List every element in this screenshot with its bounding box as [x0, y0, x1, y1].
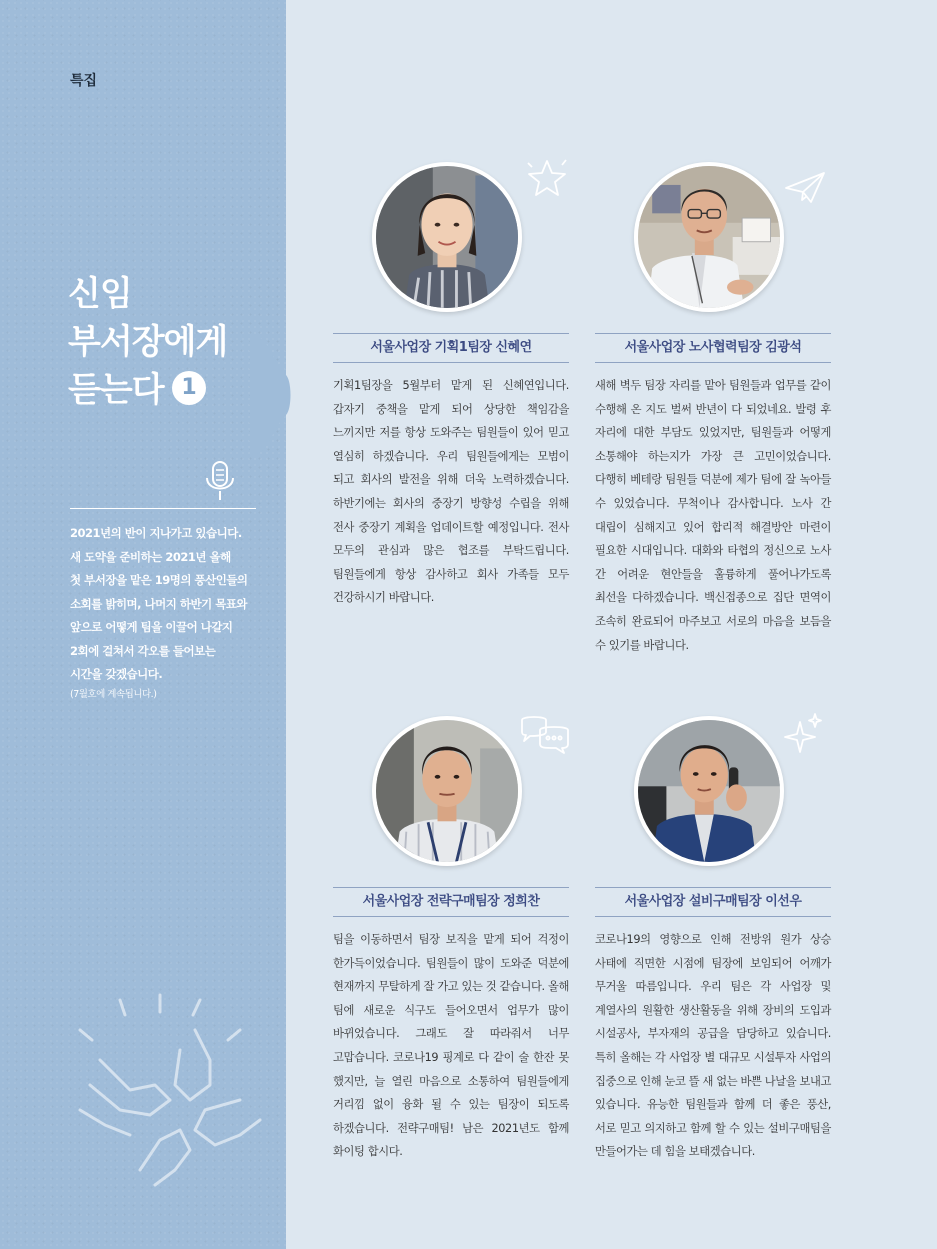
intro-line: 소회를 밝히며, 나머지 하반기 목표와: [70, 596, 248, 611]
profile-text-lee: 코로나19의 영향으로 인해 전방위 원가 상승 사태에 직면한 시점에 팀장에 보임되어 어깨가 무거울 따름입니다. 우리 팀은 각 사업장 및 계열사의 원활한 생산활동을 위해 장비의 도입과 시설공사, 부자재의 공급을 담당하고 있습니다. 특히 올해는 각 사업장 별 대규모 시설투자 사업의 집중으로 인해 눈코 뜰 새 없는 바쁜 나날을 보내고 있습니다. 유능한 팀원들과 함께 더 좋은 풍산, 서로 믿고 의지하고 함께 할 수 있는 설비구매팀을 만들어가는 데 힘을 보태겠습니다.: [595, 933, 831, 1159]
section-label: 특집: [70, 73, 98, 89]
profile-name-kim: 서울사업장 노사협력팀장 김광석: [595, 333, 831, 363]
teamwork-hands-icon: [60, 990, 280, 1190]
intro-line: 첫 부서장을 맡은 19명의 풍산인들의: [70, 573, 248, 587]
intro-line: 2회에 걸쳐서 각오를 들어보는: [70, 643, 216, 658]
intro-line: 앞으로 어떻게 팀을 이끌어 나갈지: [70, 620, 233, 634]
intro-text: [70, 522, 275, 703]
sparkle-doodle-icon: [784, 712, 824, 757]
profile-name-shin: 서울사업장 기획1팀장 신혜연: [333, 333, 569, 363]
star-doodle-icon: [522, 155, 572, 200]
page-title: [68, 270, 227, 414]
profile-name-lee: 서울사업장 설비구매팀장 이선우: [595, 887, 831, 917]
sidebar-tab-notch: [250, 335, 330, 455]
profile-photo-lee: [634, 716, 784, 866]
intro-line: 2021년의 반이 지나가고 있습니다.: [70, 526, 242, 540]
intro-line: 시간을 갖겠습니다.: [70, 667, 163, 681]
profile-photo-shin: [372, 162, 522, 312]
issue-number-badge: 1: [172, 371, 206, 405]
profile-text-shin: 기획1팀장을 5월부터 맡게 된 신혜연입니다. 갑자기 중책을 맡게 되어 상당한 책임감을 느끼지만 저를 항상 도와주는 팀원들이 있어 믿고 열심히 하겠습니다. 우리 팀원들에게는 모범이 되고 회사의 발전을 위해 더욱 노력하겠습니다. 하반기에는 회사의 중장기 방향성 수립을 위해 전사 중장기 계획을 업데이트할 예정입니다. 전사 모두의 관심과 많은 협조를 부탁드립니다. 팀원들에게 항상 감사하고 회사 가족들 모두 건강하시기 바랍니다.: [333, 379, 569, 605]
title-line-3: [68, 366, 227, 414]
profile-text-jung: 팀을 이동하면서 팀장 보직을 맡게 되어 걱정이 한가득이었습니다. 팀원들이 많이 도와준 덕분에 현재까지 무탈하게 잘 가고 있는 것 같습니다. 올해 팀에 새로운 식구도 들어오면서 업무가 많이 바뀌었습니다. 그래도 잘 따라줘서 너무 고맙습니다. 코로나19 핑계로 다 같이 술 한잔 못 했지만, 늘 열린 마음으로 소통하여 팀원들에게 거리낌 없이 융화 될 수 있는 팀장이 되도록 하겠습니다. 전략구매팀! 남은 2021년도 함께 화이팅 합시다.: [333, 933, 569, 1159]
paper-plane-doodle-icon: [783, 170, 828, 205]
profile-photo-kim: [634, 162, 784, 312]
intro-line: 새 도약을 준비하는 2021년 올해: [70, 549, 231, 564]
microphone-icon: [200, 460, 240, 510]
profile-name-jung: 서울사업장 전략구매팀장 정희찬: [333, 887, 569, 917]
title-line-1: 신임: [68, 274, 132, 314]
title-line-2: 부서장에게: [68, 322, 228, 362]
intro-note: (7월호에 계속됩니다.): [70, 688, 157, 700]
profile-photo-jung: [372, 716, 522, 866]
chat-bubble-doodle-icon: [518, 714, 573, 754]
sidebar-divider: [70, 508, 256, 509]
profile-text-kim: 새해 벽두 팀장 자리를 맡아 팀원들과 업무를 같이 수행해 온 지도 벌써 반년이 다 되었네요. 발령 후 자리에 대한 부담도 있었지만, 팀원들과 어떻게 소통해야 하는지가 가장 큰 고민이었습니다. 다행히 베테랑 팀원들 덕분에 제가 팀에 잘 녹아들 수 있었습니다. 무척이나 감사합니다. 노사 간 대립이 심해지고 있어 합리적 해결방안 마련이 필요한 시대입니다. 대화와 타협의 정신으로 노사 간 어려운 현안들을 훌륭하게 풀어나가도록 최선을 다하겠습니다. 백신접종으로 집단 면역이 조속히 완료되어 마주보고 서로의 마음을 보듬을 수 있기를 바랍니다.: [595, 379, 831, 652]
title-line-3-text: 듣는다: [68, 370, 164, 410]
